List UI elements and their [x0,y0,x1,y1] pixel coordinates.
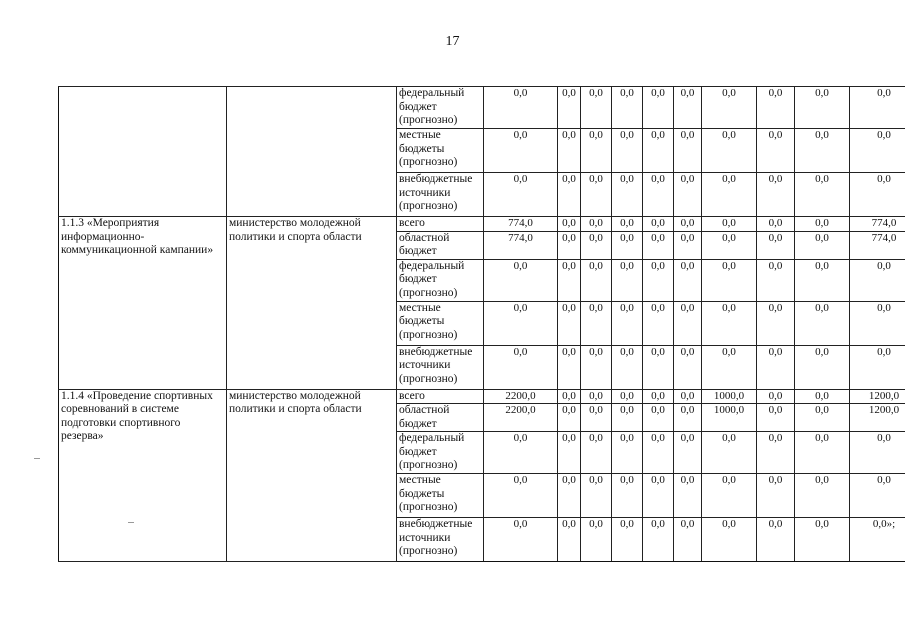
value-cell: 0,0 [484,259,558,301]
value-cell: 0,0 [795,217,850,232]
value-cell: 0,0 [612,259,643,301]
executor-cell: министерство молодежной политики и спорта области [227,217,397,390]
value-cell: 0,0 [795,389,850,404]
program-name-cell [59,87,227,217]
value-cell: 0,0 [850,129,905,173]
value-cell: 0,0 [757,518,795,562]
executor-cell [227,87,397,217]
value-cell: 774,0 [484,217,558,232]
value-cell: 0,0 [581,259,612,301]
value-cell: 0,0 [795,87,850,129]
value-cell: 0,0 [612,87,643,129]
value-cell: 0,0 [643,301,674,345]
value-cell: 0,0 [558,301,581,345]
funding-source-cell: местные бюджеты (прогнозно) [397,301,484,345]
value-cell: 1200,0 [850,389,905,404]
finance-table-container [58,86,905,562]
value-cell: 0,0 [612,389,643,404]
value-cell: 2200,0 [484,389,558,404]
value-cell: 0,0 [581,217,612,232]
funding-source-cell: всего [397,389,484,404]
value-cell: 0,0 [558,432,581,474]
value-cell: 0,0 [581,301,612,345]
table-row [59,87,905,129]
value-cell: 0,0 [581,87,612,129]
value-cell: 0,0 [643,518,674,562]
value-cell: 0,0 [643,173,674,217]
value-cell: 0,0 [850,87,905,129]
value-cell: 0,0 [702,432,757,474]
value-cell: 0,0 [581,129,612,173]
value-cell: 0,0 [558,231,581,259]
value-cell: 2200,0 [484,404,558,432]
scan-artifact [34,458,40,459]
value-cell: 0,0 [702,129,757,173]
value-cell: 0,0 [643,129,674,173]
value-cell: 0,0 [674,432,702,474]
funding-source-cell: областной бюджет [397,404,484,432]
value-cell: 0,0 [757,389,795,404]
funding-source-cell: федеральный бюджет (прогнозно) [397,259,484,301]
funding-source-cell: федеральный бюджет (прогнозно) [397,432,484,474]
value-cell: 0,0 [484,474,558,518]
value-cell: 0,0 [757,474,795,518]
value-cell: 0,0 [702,259,757,301]
value-cell: 1200,0 [850,404,905,432]
value-cell: 774,0 [850,231,905,259]
value-cell: 0,0 [795,345,850,389]
value-cell: 0,0 [850,301,905,345]
value-cell: 0,0 [558,129,581,173]
value-cell: 0,0 [702,345,757,389]
value-cell: 0,0 [558,259,581,301]
value-cell: 0,0 [612,173,643,217]
value-cell: 0,0 [581,231,612,259]
value-cell: 0,0 [581,518,612,562]
value-cell: 0,0 [757,404,795,432]
value-cell: 0,0 [581,173,612,217]
value-cell: 0,0 [757,432,795,474]
funding-source-cell: местные бюджеты (прогнозно) [397,474,484,518]
value-cell: 0,0 [612,432,643,474]
value-cell: 0,0 [795,259,850,301]
value-cell: 0,0 [612,217,643,232]
table-row [59,217,905,232]
value-cell: 0,0 [558,217,581,232]
funding-source-cell: всего [397,217,484,232]
value-cell: 0,0 [612,404,643,432]
value-cell: 0,0 [643,432,674,474]
value-cell: 0,0 [484,518,558,562]
value-cell: 774,0 [850,217,905,232]
value-cell: 0,0 [643,345,674,389]
value-cell: 0,0 [643,389,674,404]
funding-source-cell: областной бюджет [397,231,484,259]
value-cell: 0,0 [795,404,850,432]
value-cell: 0,0 [674,345,702,389]
value-cell: 0,0 [702,474,757,518]
value-cell: 0,0 [674,404,702,432]
value-cell: 0,0 [757,173,795,217]
value-cell: 0,0 [702,217,757,232]
value-cell: 0,0 [612,129,643,173]
value-cell: 0,0 [484,87,558,129]
value-cell: 0,0 [484,345,558,389]
value-cell: 0,0 [850,173,905,217]
value-cell: 0,0 [795,474,850,518]
finance-table-body [59,87,905,562]
value-cell: 0,0 [674,173,702,217]
value-cell: 0,0»; [850,518,905,562]
value-cell: 1000,0 [702,404,757,432]
value-cell: 0,0 [581,404,612,432]
value-cell: 0,0 [757,129,795,173]
value-cell: 0,0 [558,474,581,518]
value-cell: 0,0 [581,474,612,518]
value-cell: 0,0 [795,432,850,474]
value-cell: 0,0 [702,301,757,345]
value-cell: 0,0 [674,87,702,129]
value-cell: 0,0 [757,301,795,345]
funding-source-cell: внебюджетные источники (прогнозно) [397,518,484,562]
value-cell: 0,0 [795,129,850,173]
finance-table [58,86,905,562]
value-cell: 0,0 [674,301,702,345]
value-cell: 0,0 [795,231,850,259]
value-cell: 0,0 [612,231,643,259]
funding-source-cell: внебюджетные источники (прогнозно) [397,173,484,217]
value-cell: 0,0 [702,87,757,129]
funding-source-cell: федеральный бюджет (прогнозно) [397,87,484,129]
value-cell: 0,0 [484,432,558,474]
value-cell: 0,0 [612,474,643,518]
value-cell: 0,0 [581,432,612,474]
value-cell: 0,0 [581,345,612,389]
value-cell: 0,0 [795,301,850,345]
value-cell: 0,0 [558,404,581,432]
value-cell: 0,0 [674,474,702,518]
value-cell: 0,0 [558,389,581,404]
value-cell: 774,0 [484,231,558,259]
value-cell: 0,0 [757,231,795,259]
page-number: 17 [445,34,460,49]
value-cell: 0,0 [757,87,795,129]
value-cell: 0,0 [757,345,795,389]
executor-cell: министерство молодежной политики и спорта области [227,389,397,562]
value-cell: 0,0 [674,129,702,173]
value-cell: 0,0 [674,389,702,404]
value-cell: 0,0 [643,404,674,432]
value-cell: 0,0 [757,259,795,301]
value-cell: 0,0 [850,345,905,389]
value-cell: 0,0 [643,87,674,129]
value-cell: 0,0 [558,518,581,562]
value-cell: 0,0 [484,301,558,345]
program-name-cell: 1.1.4 «Проведение спортивных соревнований в системе подготовки спортивного резерва» [59,389,227,562]
value-cell: 0,0 [850,259,905,301]
value-cell: 0,0 [674,231,702,259]
value-cell: 0,0 [643,259,674,301]
value-cell: 0,0 [612,345,643,389]
value-cell: 0,0 [558,173,581,217]
value-cell: 0,0 [612,301,643,345]
value-cell: 0,0 [581,389,612,404]
value-cell: 0,0 [795,518,850,562]
funding-source-cell: местные бюджеты (прогнозно) [397,129,484,173]
value-cell: 0,0 [643,474,674,518]
value-cell: 0,0 [757,217,795,232]
value-cell: 0,0 [643,231,674,259]
value-cell: 0,0 [612,518,643,562]
program-name-cell: 1.1.3 «Мероприятия информационно-коммуникационной кампании» [59,217,227,390]
value-cell: 0,0 [484,173,558,217]
value-cell: 0,0 [643,217,674,232]
value-cell: 1000,0 [702,389,757,404]
value-cell: 0,0 [484,129,558,173]
value-cell: 0,0 [558,345,581,389]
value-cell: 0,0 [674,217,702,232]
value-cell: 0,0 [702,518,757,562]
value-cell: 0,0 [702,231,757,259]
funding-source-cell: внебюджетные источники (прогнозно) [397,345,484,389]
scan-artifact [128,522,134,523]
value-cell: 0,0 [674,259,702,301]
value-cell: 0,0 [795,173,850,217]
value-cell: 0,0 [850,432,905,474]
value-cell: 0,0 [850,474,905,518]
value-cell: 0,0 [702,173,757,217]
value-cell: 0,0 [558,87,581,129]
value-cell: 0,0 [674,518,702,562]
table-row [59,389,905,404]
